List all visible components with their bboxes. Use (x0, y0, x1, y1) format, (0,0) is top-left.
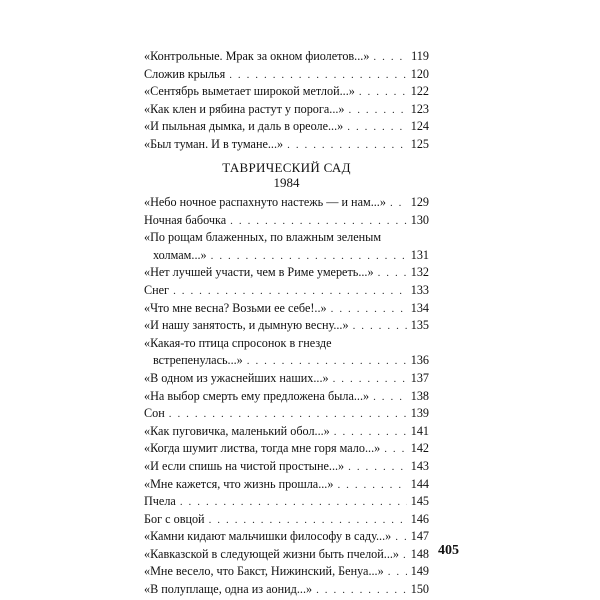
entry-title: «Сентябрь выметает широкой метлой...» (144, 84, 355, 99)
entry-title: «И если спишь на чистой простыне...» (144, 458, 345, 473)
leader-dots (403, 547, 407, 565)
entry-title: Пчела (144, 494, 176, 509)
toc-entry (144, 546, 429, 564)
leader-dots (331, 301, 407, 319)
toc-entry (144, 282, 429, 300)
entry-page: 143 (410, 458, 429, 473)
entry-title: «И нашу занятость, и дымную весну...» (144, 318, 349, 333)
entry-page: 139 (410, 406, 429, 421)
entry-page: 129 (410, 195, 429, 209)
leader-dots (349, 102, 407, 120)
leader-dots (287, 137, 407, 155)
entry-title: Сложив крылья (144, 66, 226, 81)
entry-page: 119 (411, 49, 429, 63)
entry-page: 130 (410, 212, 429, 227)
toc-entry (144, 247, 429, 265)
leader-dots (373, 49, 407, 67)
leader-dots (359, 84, 407, 102)
toc-entry (144, 212, 429, 230)
toc-entry (144, 405, 429, 423)
toc-entry (144, 118, 429, 136)
toc-entry (144, 66, 429, 84)
entry-title: холмам...» (153, 247, 207, 262)
entry-title: Бог с овцой (144, 511, 205, 526)
leader-dots (337, 477, 406, 495)
entry-page: 132 (410, 265, 429, 280)
leader-dots (209, 512, 407, 530)
toc-top-list (144, 48, 429, 154)
leader-dots (334, 424, 407, 442)
toc-entry (144, 194, 429, 212)
leader-dots (388, 564, 407, 582)
entry-title: «В полуплаще, одна из аонид...» (144, 582, 313, 597)
toc-section-list (144, 194, 429, 599)
toc-entry (144, 458, 429, 476)
entry-title: «Как пуговичка, маленький обол...» (144, 423, 330, 438)
toc-entry (144, 440, 429, 458)
entry-page: 138 (410, 388, 429, 403)
leader-dots (353, 318, 407, 336)
toc-entry (144, 370, 429, 388)
entry-title: «Небо ночное распахнуто настежь — и нам...» (144, 195, 386, 209)
toc-entry (144, 476, 429, 494)
entry-title: встрепенулась...» (153, 353, 243, 368)
entry-title: Снег (144, 282, 170, 297)
toc-entry (144, 101, 429, 119)
leader-dots (211, 248, 407, 266)
entry-page: 133 (410, 282, 429, 297)
toc-entry (144, 528, 429, 546)
entry-page: 134 (410, 300, 429, 315)
leader-dots (390, 195, 407, 213)
entry-title: Сон (144, 406, 165, 421)
entry-title: «Контрольные. Мрак за окном фиолетов...» (144, 49, 370, 63)
entry-title: «И пыльная дымка, и даль в ореоле...» (144, 119, 344, 134)
entry-page: 150 (410, 582, 429, 597)
entry-title-line1: «По рощам блаженных, по влажным зеленым (144, 230, 382, 245)
leader-dots (230, 213, 407, 231)
leader-dots (384, 441, 407, 459)
leader-dots (229, 67, 407, 85)
entry-title: «Камни кидают мальчишки философу в саду...» (144, 529, 392, 544)
toc-entry (144, 48, 429, 66)
entry-page: 131 (410, 247, 429, 262)
entry-title: «Был туман. И в тумане...» (144, 136, 284, 151)
entry-title: «На выбор смерть ему предложена была...» (144, 388, 370, 403)
entry-page: 149 (410, 564, 429, 579)
leader-dots (316, 582, 407, 600)
entry-page: 141 (410, 423, 429, 438)
toc-entry (144, 493, 429, 511)
entry-page: 122 (410, 84, 429, 99)
entry-page: 137 (410, 370, 429, 385)
entry-page: 148 (410, 546, 429, 561)
toc-entry (144, 264, 429, 282)
entry-title: «В одном из ужаснейших наших...» (144, 370, 329, 385)
toc-entry (144, 563, 429, 581)
page-number: 405 (438, 543, 459, 558)
section-title: ТАВРИЧЕСКИЙ САД (222, 160, 351, 175)
toc-entry (144, 300, 429, 318)
toc-entry (144, 136, 429, 154)
entry-page: 144 (410, 476, 429, 491)
entry-page: 124 (410, 119, 429, 134)
leader-dots (173, 283, 407, 301)
toc-entry (144, 317, 429, 335)
leader-dots (378, 265, 407, 283)
entry-page: 147 (410, 529, 429, 544)
entry-page: 145 (410, 494, 429, 509)
entry-page: 142 (410, 441, 429, 456)
entry-page: 120 (410, 66, 429, 81)
leader-dots (247, 353, 407, 371)
toc-entry (144, 83, 429, 101)
toc-entry (144, 423, 429, 441)
toc-entry (144, 581, 429, 599)
leader-dots (333, 371, 407, 389)
entry-title-line1: «Какая-то птица спросонок в гнезде (144, 335, 332, 350)
entry-title: «Мне весело, что Бакст, Нижинский, Бенуа...» (144, 564, 384, 579)
entry-page: 136 (410, 353, 429, 368)
entry-title: «Кавказской в следующей жизни быть пчелой...» (144, 546, 400, 561)
entry-title: Ночная бабочка (144, 212, 227, 227)
toc-entry (144, 352, 429, 370)
leader-dots (395, 529, 406, 547)
toc-entry (144, 511, 429, 529)
leader-dots (169, 406, 407, 424)
entry-page: 125 (410, 136, 429, 151)
leader-dots (373, 389, 407, 407)
entry-title: «Как клен и рябина растут у порога...» (144, 101, 345, 116)
entry-title: «Что мне весна? Возьми ее себе!..» (144, 300, 327, 315)
entry-title: «Нет лучшей участи, чем в Риме умереть...» (144, 265, 374, 280)
entry-title: «Когда шумит листва, тогда мне горя мало...» (144, 441, 381, 456)
leader-dots (347, 119, 406, 137)
entry-page: 146 (410, 511, 429, 526)
leader-dots (348, 459, 407, 477)
leader-dots (180, 494, 407, 512)
section-year: 1984 (273, 175, 300, 190)
entry-page: 123 (410, 101, 429, 116)
toc-entry (144, 388, 429, 406)
entry-page: 135 (410, 318, 429, 333)
entry-title: «Мне кажется, что жизнь прошла...» (144, 476, 334, 491)
